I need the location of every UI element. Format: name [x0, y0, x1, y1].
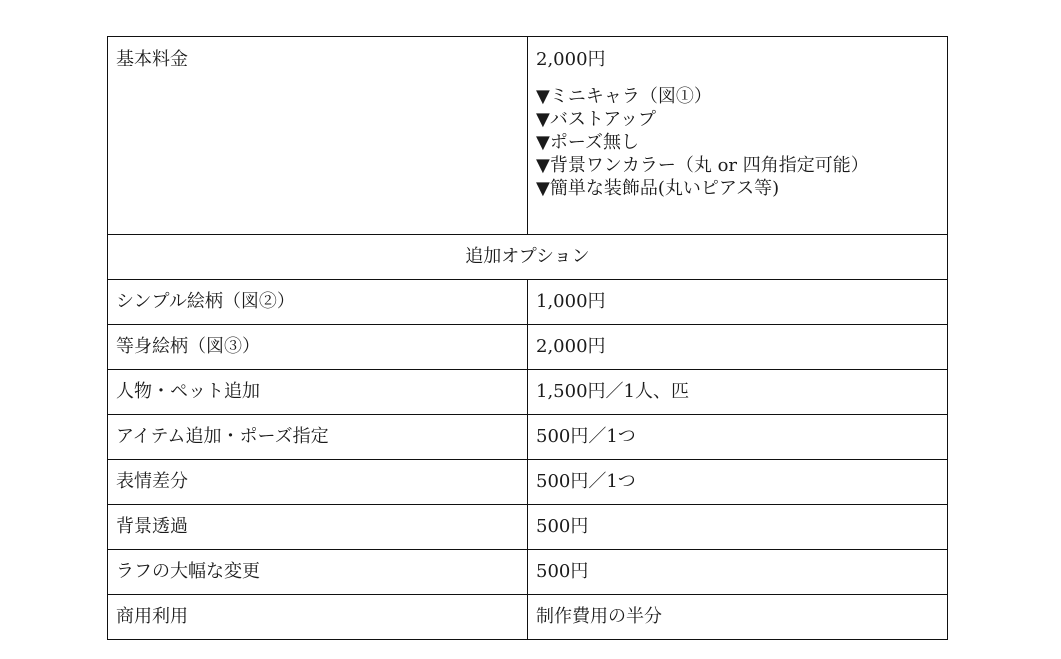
options-header-row — [108, 235, 948, 280]
option-label: 等身絵柄（図③） — [108, 325, 528, 370]
base-includes-list — [536, 85, 939, 200]
base-include-item: ▼バストアップ — [536, 109, 657, 130]
option-price: 500円 — [528, 505, 948, 550]
base-fee-row — [108, 37, 948, 235]
table-row — [108, 325, 948, 370]
option-label: アイテム追加・ポーズ指定 — [108, 415, 528, 460]
table-row — [108, 550, 948, 595]
option-label: シンプル絵柄（図②） — [108, 280, 528, 325]
base-include-item: ▼ミニキャラ（図①） — [536, 86, 712, 107]
table-row — [108, 595, 948, 640]
option-price: 制作費用の半分 — [528, 595, 948, 640]
option-price: 1,000円 — [528, 280, 948, 325]
option-label: 背景透過 — [108, 505, 528, 550]
table-row — [108, 505, 948, 550]
option-label: 商用利用 — [108, 595, 528, 640]
table-row — [108, 460, 948, 505]
base-fee-details — [528, 37, 948, 235]
option-price: 1,500円／1人、匹 — [528, 370, 948, 415]
option-price: 500円 — [528, 550, 948, 595]
option-price: 500円／1つ — [528, 460, 948, 505]
option-price: 500円／1つ — [528, 415, 948, 460]
price-table — [107, 36, 948, 640]
options-header: 追加オプション — [108, 235, 948, 280]
option-label: ラフの大幅な変更 — [108, 550, 528, 595]
base-include-item: ▼背景ワンカラー（丸 or 四角指定可能） — [536, 155, 869, 176]
option-price: 2,000円 — [528, 325, 948, 370]
base-include-item: ▼簡単な装飾品(丸いピアス等) — [536, 178, 780, 199]
option-label: 表情差分 — [108, 460, 528, 505]
table-row — [108, 280, 948, 325]
table-row — [108, 415, 948, 460]
table-row — [108, 370, 948, 415]
base-fee-price: 2,000円 — [536, 49, 606, 70]
option-label: 人物・ペット追加 — [108, 370, 528, 415]
base-fee-label: 基本料金 — [108, 37, 528, 235]
base-include-item: ▼ポーズ無し — [536, 132, 639, 153]
